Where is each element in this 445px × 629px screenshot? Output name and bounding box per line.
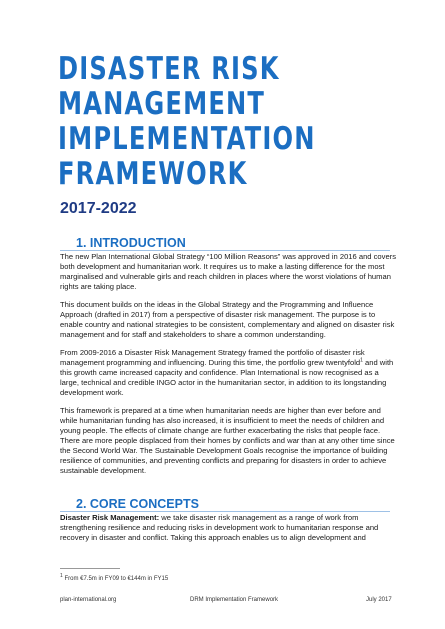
document-title: [58, 52, 316, 192]
document-years: 2017-2022: [60, 200, 137, 217]
section-divider: [60, 511, 390, 512]
paragraph: [60, 348, 396, 398]
section-divider: [60, 250, 390, 251]
paragraph: [60, 513, 396, 543]
footnote-divider: [60, 568, 120, 569]
footnote: [60, 573, 169, 582]
footnote-marker: 1: [60, 573, 63, 579]
footnote-text: From €7.5m in FY09 to €144m in FY15: [62, 576, 169, 582]
paragraph-text: From 2009-2016 a Disaster Risk Management Strategy framed the portfolio of disaster risk management programming and influencing. During this time, the portfolio grew twentyfold: [60, 348, 365, 367]
term-label: Disaster Risk Management:: [60, 513, 160, 522]
section-heading-core-concepts: 2. CORE CONCEPTS: [76, 497, 199, 511]
paragraph: The new Plan International Global Strategy “100 Million Reasons” was approved in 2016 and covers both development and humanitarian work. It requires us to make a lasting difference for the most marginalised and vulnerable girls and reach children in places where the worst violations of human rights are taking place.: [60, 252, 397, 291]
section-heading-introduction: 1. INTRODUCTION: [76, 236, 186, 250]
paragraph-text: and with this growth came increased capacity and confidence. Plan International is now recognised as a large, technical and credible INGO actor in the humanitarian sector, in addition to its longstanding development work.: [60, 358, 394, 397]
title-line: FRAMEWORK: [58, 156, 248, 192]
introduction-body: [60, 252, 396, 484]
paragraph: This document builds on the ideas in the Global Strategy and the Programming and Influence Approach (drafted in 2017) from a perspective of disaster risk management. The purpose is to enable country and national strategies to be consistent, complementary and aligned on disaster risk management and for staff and stakeholders to share a common understanding.: [60, 300, 395, 339]
footer-date: July 2017: [366, 597, 392, 603]
footer-document-name: DRM Implementation Framework: [190, 597, 279, 603]
paragraph-text: we take disaster risk management as a range of work from strengthening resilience and reducing risks in development work to humanitarian response and recovery in disaster and conflict. Taking this approach enables us to align development and: [60, 513, 379, 542]
title-line: MANAGEMENT: [58, 86, 266, 122]
core-concepts-body: [60, 513, 396, 551]
footnote-ref[interactable]: 1: [360, 357, 363, 364]
title-line: DISASTER RISK: [58, 51, 280, 87]
footer-website[interactable]: plan-international.org: [60, 597, 117, 603]
title-line: IMPLEMENTATION: [58, 121, 316, 157]
paragraph: This framework is prepared at a time when humanitarian needs are higher than ever before and while humanitarian funding has also increased, it is insufficient to meet the needs of children and young people. The effects of climate change are further exacerbating the risks that people face. There are more people displaced from their homes by conflicts and war than at any other time since the Second World War. The Sustainable Development Goals recognise the importance of building resilience of communities, and preventing conflicts and preparing for disasters in order to achieve sustainable development.: [60, 406, 395, 475]
